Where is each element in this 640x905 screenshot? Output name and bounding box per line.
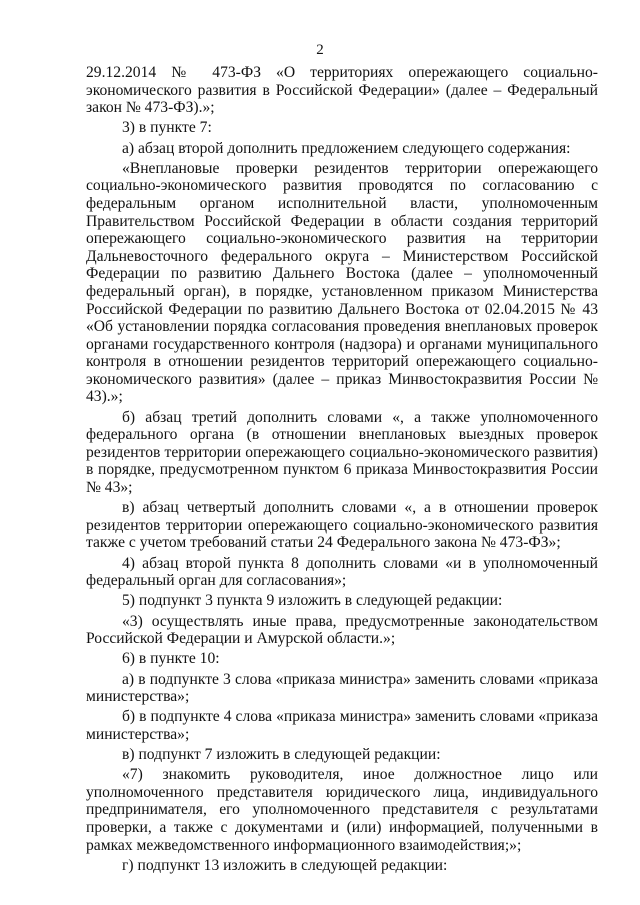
paragraph-item-6v: в) подпункт 7 изложить в следующей редакции:: [122, 746, 441, 764]
paragraph-quote-unscheduled-inspections: «Внеплановые проверки резидентов территории опережающего социально-экономического развития проводятся по согласованию с федеральным органом исполнительной власти, уполномоченным Правительством Российской Федерации в области создания территорий опережающего социально-экономического развития на территории Дальневосточного федерального округа – Министерством Российской Федерации по развитию Дальнего Востока (далее – уполномоченный федеральный орган), в порядке, установленном приказом Министерства Российской Федерации по развитию Дальнего Востока от 02.04.2015 № 43 «Об установлении порядка согласования проведения внеплановых проверок органами государственного контроля (надзора) и органами муниципального контроля в отношении резидентов территорий опережающего социально-экономического развития» (далее – приказ Минвостокразвития России № 43).»;: [86, 159, 598, 406]
paragraph-item-6b: б) в подпункте 4 слова «приказа министра» заменить словами «приказа министерства»;: [86, 708, 598, 743]
paragraph-item-3v: в) абзац четвертый дополнить словами «, а в отношении проверок резидентов территории опережающего социально-экономического развития также с учетом требований статьи 24 Федерального закона № 473-ФЗ»;: [86, 499, 598, 552]
paragraph-quote-item-5: «3) осуществлять иные права, предусмотренные законодательством Российской Федерации и Амурской области.»;: [86, 612, 598, 648]
paragraph-item-3b: б) абзац третий дополнить словами «, а также уполномоченного федерального органа (в отношении внеплановых выездных проверок резидентов территории опережающего социально-экономического развития) в порядке, предусмотренном пунктом 6 приказа Минвостокразвития России № 43»;: [86, 408, 598, 497]
paragraph-item-3: 3) в пункте 7:: [122, 119, 212, 137]
paragraph-item-6: 6) в пункте 10:: [122, 650, 220, 668]
paragraph-item-5: 5) подпункт 3 пункта 9 изложить в следующей редакции:: [122, 592, 503, 610]
paragraph-quote-item-7: «7) знакомить руководителя, иное должностное лицо или уполномоченного представителя юридического лица, индивидуального предпринимателя, его уполномоченного представителя с результатами проверки, а также с документами и (или) информацией, полученными в рамках межведомственного информационного взаимодействия;»;: [86, 766, 598, 854]
paragraph-intro-continuation: 29.12.2014 № 473-ФЗ «О территориях опережающего социально-экономического развития в Российской Федерации» (далее – Федеральный закон № 473-ФЗ).»;: [86, 64, 598, 117]
paragraph-item-4: 4) абзац второй пункта 8 дополнить словами «и в уполномоченный федеральный орган для согласования»;: [86, 554, 598, 590]
document-body: [86, 64, 598, 874]
page-number: 2: [316, 42, 324, 58]
paragraph-item-6g: г) подпункт 13 изложить в следующей редакции:: [122, 856, 448, 874]
paragraph-item-3a: а) абзац второй дополнить предложением следующего содержания:: [122, 139, 571, 157]
paragraph-item-6a: а) в подпункте 3 слова «приказа министра» заменить словами «приказа министерства»;: [86, 670, 598, 706]
